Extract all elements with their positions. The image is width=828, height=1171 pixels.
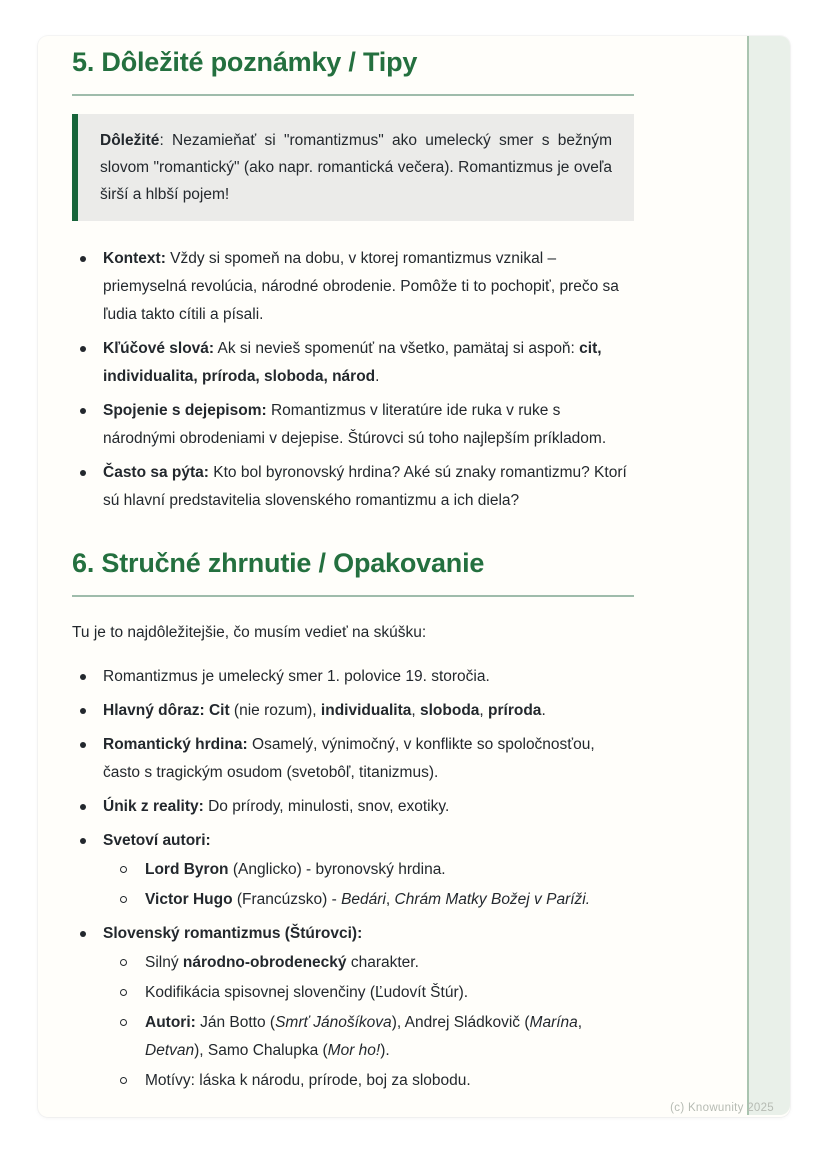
- list-item-text: Kľúčové slová: Ak si nevieš spomenúť na všetko, pamätaj si aspoň: cit, individualita, príroda, sloboda, národ.: [103, 340, 602, 385]
- list-item-text: Silný národno-obrodenecký charakter.: [145, 954, 419, 971]
- list-item-text: Často sa pýta: Kto bol byronovský hrdina? Aké sú znaky romantizmu? Ktorí sú hlavní predstavitelia slovenského romantizmu a ich diela?: [103, 464, 627, 509]
- list-item-text: Lord Byron (Anglicko) - byronovský hrdina.: [145, 861, 446, 878]
- section-6-title: 6. Stručné zhrnutie / Opakovanie: [72, 548, 485, 578]
- list-item: [72, 793, 634, 821]
- list-item-text: Motívy: láska k národu, prírode, boj za slobodu.: [145, 1072, 471, 1089]
- list-item: [72, 663, 634, 691]
- list-item: [72, 697, 634, 725]
- sub-list-item: [114, 949, 634, 977]
- list-item: [72, 335, 634, 391]
- list-item-text: Autori: Ján Botto (Smrť Jánošíkova), Andrej Sládkovič (Marína, Detvan), Samo Chalupka (Mor ho!).: [145, 1014, 583, 1059]
- summary-list: [72, 663, 634, 1095]
- list-item: [72, 245, 634, 329]
- sub-list-item: [114, 886, 634, 914]
- list-item-text: Svetoví autori:: [103, 832, 211, 849]
- document-page: [38, 36, 790, 1117]
- list-item-text: Únik z reality: Do prírody, minulosti, snov, exotiky.: [103, 798, 450, 815]
- list-item-text: Slovenský romantizmus (Štúrovci):: [103, 925, 363, 942]
- section-6-divider: [72, 595, 634, 597]
- list-item: [72, 827, 634, 914]
- summary-intro: Tu je to najdôležitejšie, čo musím vedieť na skúšku:: [72, 624, 427, 641]
- tips-list: [72, 245, 634, 515]
- section-5-title: 5. Dôležité poznámky / Tipy: [72, 47, 418, 77]
- sub-list: [103, 856, 634, 914]
- list-item: [72, 397, 634, 453]
- list-item-text: Hlavný dôraz: Cit (nie rozum), individualita, sloboda, príroda.: [103, 702, 546, 719]
- page-content: [38, 36, 790, 1095]
- list-item-text: Kodifikácia spisovnej slovenčiny (Ľudovít Štúr).: [145, 984, 469, 1001]
- important-callout: [72, 114, 634, 221]
- list-item-text: Romantizmus je umelecký smer 1. polovice 19. storočia.: [103, 668, 490, 685]
- copyright-footer: (c) Knowunity 2025: [670, 1102, 774, 1114]
- section-5-divider: [72, 94, 634, 96]
- list-item: [72, 459, 634, 515]
- list-item-text: Romantický hrdina: Osamelý, výnimočný, v konflikte so spoločnosťou, často s tragickým osudom (svetobôľ, titanizmus).: [103, 736, 595, 781]
- list-item-text: Victor Hugo (Francúzsko) - Bedári, Chrám Matky Božej v Paríži.: [145, 891, 591, 908]
- list-item: [72, 920, 634, 1095]
- list-item: [72, 731, 634, 787]
- list-item-text: Kontext: Vždy si spomeň na dobu, v ktorej romantizmus vznikal – priemyselná revolúcia, národné obrodenie. Pomôže ti to pochopiť, prečo sa ľudia takto cítili a písali.: [103, 250, 619, 323]
- important-callout-text: Dôležité: Nezamieňať si "romantizmus" ako umelecký smer s bežným slovom "romantický" (ako napr. romantická večera). Romantizmus je oveľa širší a hlbší pojem!: [100, 132, 612, 203]
- sub-list-item: [114, 856, 634, 884]
- sub-list-item: [114, 979, 634, 1007]
- sub-list: [103, 949, 634, 1095]
- sub-list-item: [114, 1067, 634, 1095]
- sub-list-item: [114, 1009, 634, 1065]
- list-item-text: Spojenie s dejepisom: Romantizmus v literatúre ide ruka v ruke s národnými obrodeniami v dejepise. Štúrovci sú toho najlepším príkladom.: [103, 402, 607, 447]
